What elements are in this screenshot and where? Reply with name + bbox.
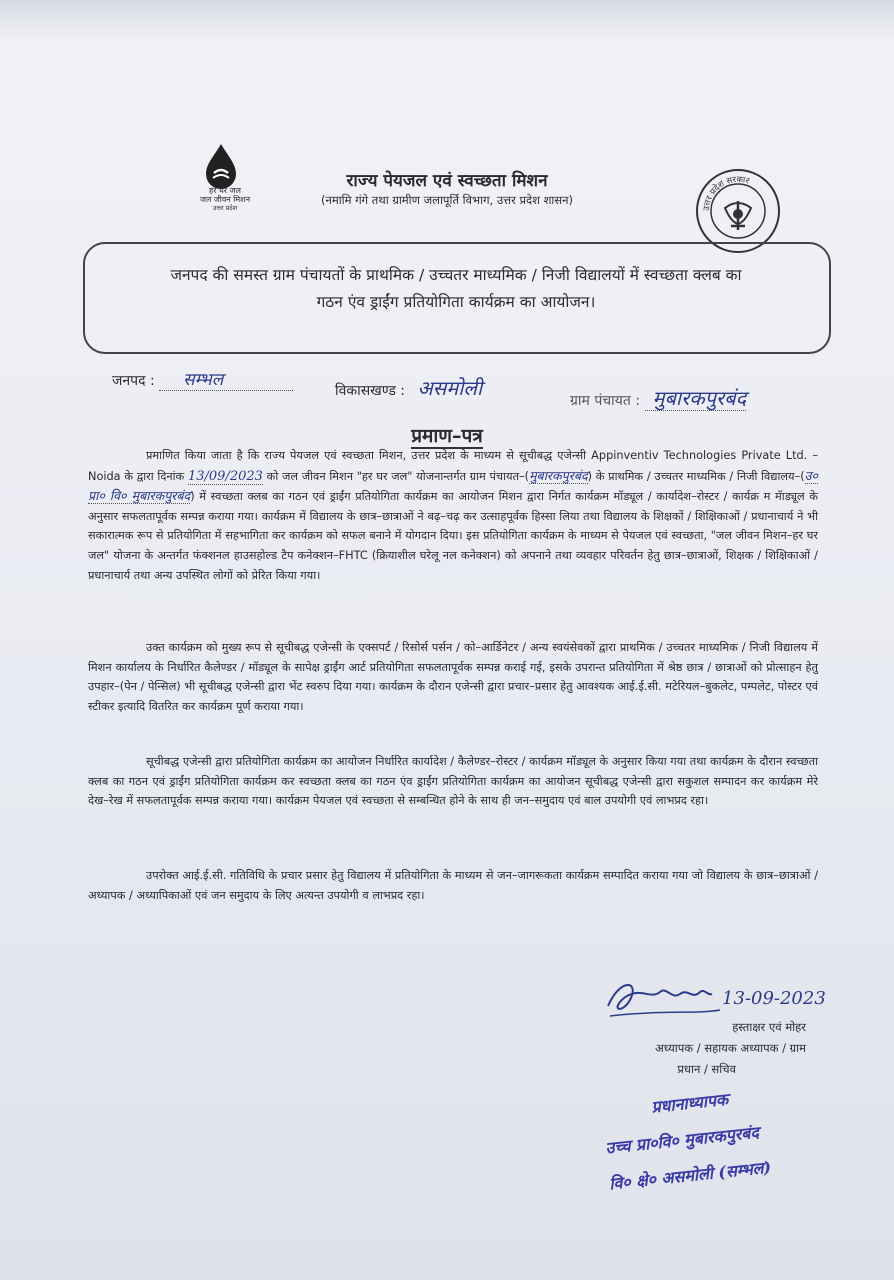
header-subtitle: (नमामि गंगे तथा ग्रामीण जलापूर्ति विभाग, उत्तर प्रदेश शासन) xyxy=(320,193,574,207)
logo-left-line1: हर घर जल xyxy=(209,186,241,195)
signature-line1: हस्ताक्षर एवं मोहर xyxy=(732,1020,806,1034)
p1-date: 13/09/2023 xyxy=(187,468,263,484)
logo-left-line3: उत्तर प्रदेश xyxy=(212,204,238,212)
p1-part3: ) के प्राथमिक / उच्चतर माध्यमिक / निजी विद्यालय–( xyxy=(587,469,805,483)
district-label: जनपद : xyxy=(112,373,155,389)
paragraph-2: उक्त कार्यक्रम को मुख्य रूप से सूचीबद्ध एजेन्सी के एक्सपर्ट / रिसोर्स पर्सन / को–आर्डिनेटर / अन्य स्वयंसेवकों द्वारा प्राथमिक / उच्चतर माध्यमिक / निजी विद्यालय में मिशन कार्यालय के निर्धारित कैलेण्डर / मॉड्यूल के सापेक्ष ड्राईंग आर्ट प्रतियोगिता सफलतापूर्वक सम्पन्न कराई गई, इसके उपरान्त प्रतियोगिता में श्रेष्ठ छात्र / छात्राओं को प्रोत्साहन हेतु उपहार–(पेन / पेन्सिल) भी सूचीबद्ध एजेन्सी द्वारा भेंट स्वरुप दिया गया। कार्यक्रम के दौरान एजेन्सी द्वारा प्रचार–प्रसार हेतु आवश्यक आई.ई.सी. मटेरियल–बुकलेट, पम्पलेट, पोस्टर एवं स्टीकर इत्यादि वितरित कर कार्यक्रम पूर्ण कराया गया। xyxy=(88,641,818,713)
panchayat-label: ग्राम पंचायत : xyxy=(570,393,641,409)
block-field xyxy=(335,374,482,401)
certificate-title: प्रमाण–पत्र xyxy=(411,425,483,447)
stamp-line1: प्रधानाध्यापक xyxy=(650,1089,730,1117)
panchayat-value: मुबारकपुरबंद xyxy=(645,386,747,411)
stamp-line2: उच्च प्रा०वि० मुबारकपुरबंद xyxy=(604,1122,760,1158)
paper-top-edge xyxy=(0,0,894,40)
signature-line2: अध्यापक / सहायक अध्यापक / ग्राम xyxy=(655,1041,806,1055)
paragraph-4: उपरोक्त आई.ई.सी. गतिविधि के प्रचार प्रसार हेतु विद्यालय में प्रतियोगिता के माध्यम से जन–जागरूकता कार्यक्रम सम्पादित कराया गया जो विद्यालय के छात्र–छात्राओं / अध्यापक / अध्यापिकाओं एवं जन समुदाय के लिए अत्यन्त उपयोगी व लाभप्रद रहा। xyxy=(88,869,818,902)
subject-line1: जनपद की समस्त ग्राम पंचायतों के प्राथमिक / उच्चतर माध्यमिक / निजी विद्यालयों में स्वच्छता क्लब का xyxy=(170,266,742,284)
subject-line2: गठन एंव ड्राईंग प्रतियोगिता कार्यक्रम का आयोजन। xyxy=(316,293,596,311)
stamp-line3: वि० क्षे० असमोली (सम्भल) xyxy=(608,1157,772,1194)
signature-date: 13-09-2023 xyxy=(722,988,826,1009)
block-value: असमोली xyxy=(417,376,483,400)
subject-text xyxy=(96,262,816,316)
header-title: राज्य पेयजल एवं स्वच्छता मिशन xyxy=(346,171,548,191)
signature-line3: प्रधान / सचिव xyxy=(677,1062,736,1076)
paragraph-1 xyxy=(88,446,818,585)
panchayat-field xyxy=(570,384,746,411)
logo-left-line2: जल जीवन मिशन xyxy=(199,195,251,204)
block-label: विकासखण्ड : xyxy=(335,383,406,399)
headmaster-stamp xyxy=(600,1070,850,1202)
emblem-text: उत्तर प्रदेश सरकार xyxy=(701,174,751,212)
p1-part2: को जल जीवन मिशन "हर घर जल" योजनान्तर्गत ग्राम पंचायत–( xyxy=(266,469,530,483)
paragraph-3: सूचीबद्ध एजेन्सी द्वारा प्रतियोगिता कार्यक्रम का आयोजन निर्धारित कार्यादेश / कैलेण्डर–रोस्टर / कार्यक्रम मॉड्यूल के अनुसार किया गया तथा कार्यक्रम के दौरान स्वच्छता क्लब का गठन एवं ड्राईंग प्रतियोगिता कार्यक्रम कर स्वच्छता क्लब का गठन एंव ड्राईंग प्रतियोगिता कार्यक्रम का आयोजन सूचीबद्ध एजेन्सी द्वारा सकुशल सम्पादन कर कार्यक्रम मेरे देख–रेख में सफलतापूर्वक सम्पन्न कराया गया। कार्यक्रम पेयजल एवं स्वच्छता से सम्बन्धित होने के साथ ही जन–समुदाय एवं बाल उपयोगी एवं लाभप्रद रहा। xyxy=(88,755,818,808)
district-field xyxy=(112,367,293,391)
p1-part4: ) में स्वच्छता क्लब का गठन एवं ड्राईंग प्रतियोगिता कार्यक्रम का आयोजन मिशन द्वारा निर्गत कार्यक्रम मॉड्यूल / कार्यादेश–रोस्टर / कार्यक्र म मॅाड्यूल के अनुसार सफलतापूर्वक सम्पन्न कराया गया। कार्यक्रम में विद्यालय के छात्र–छात्राओं ने बढ़–चढ़ कर उत्साहपूर्वक हिस्सा लिया तथा विद्यालय के शिक्षकों / शिक्षिकाओं / प्रधानाचार्य ने भी सकारात्मक रूप से प्रतियोगिता में सहभागिता कर कार्यक्रम को सफल बनाने में योगदान दिया। इस प्रतियोगिता कार्यक्रम के माध्यम से पेयजल एवं स्वच्छता, "जल जीवन मिशन–हर घर जल" योजना के अन्तर्गत फंक्शनल हाउसहोल्ड टैप कनेक्शन–FHTC (क्रियाशील घरेलू नल कनेक्शन) को अपनाने तथा व्यवहार परिवर्तन हेतु छात्र–छात्राओं, शिक्षक / शिक्षिकाओं / प्रधानाचार्य तथा अन्य उपस्थित लोगों को प्रेरित किया गया। xyxy=(88,490,818,582)
p1-panchayat: मुबारकपुरबंद xyxy=(529,467,588,483)
p1-part1: प्रमाणित किया जाता है कि राज्य पेयजल एवं स्वच्छता मिशन, उत्तर प्रदेश के माध्यम से सूचीबद्ध एजेन्सी Appinventiv Technologies Private Ltd. – Noida के द्वारा दिनांक xyxy=(88,449,818,483)
p1-school: उ० प्रा० वि० मुबारकपुरबंद xyxy=(88,467,818,504)
district-value: सम्भल xyxy=(159,367,293,391)
signature-block xyxy=(596,1017,806,1080)
